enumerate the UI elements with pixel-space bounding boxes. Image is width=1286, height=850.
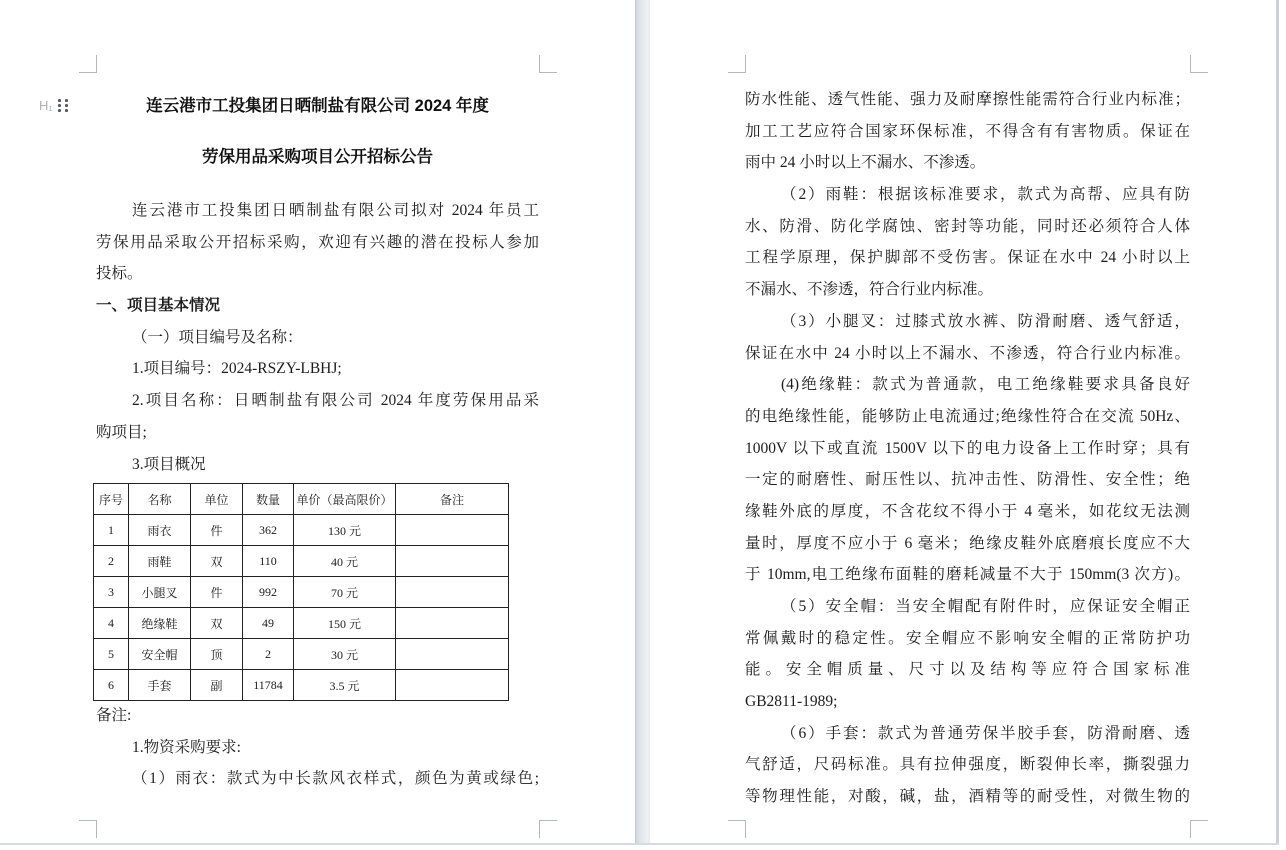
cell-remark <box>396 515 509 546</box>
document-title-line2: 劳保用品采购项目公开招标公告 <box>202 148 433 166</box>
cell-max-price: 3.5 元 <box>294 670 396 701</box>
window-frame-right-border <box>1276 0 1279 845</box>
text-line: 备注: <box>96 707 132 724</box>
text-line: (4)绝缘鞋：款式为普通款，电工绝缘鞋要求具备良好 <box>781 376 1190 394</box>
table-header-cell: 单位 <box>191 484 243 515</box>
text-line: 能。安全帽质量、尺寸以及结构等应符合国家标准 <box>745 661 1190 679</box>
text-line: 3.项目概况 <box>132 455 206 473</box>
text-line: 的电绝缘性能，能够防止电流通过;绝缘性符合在交流 50Hz、 <box>745 407 1190 425</box>
table-header-cell: 备注 <box>396 484 509 515</box>
cell-remark <box>396 670 509 701</box>
text-line: 气舒适，尺码标准。具有拉伸强度，断裂伸长率，撕裂强力 <box>745 756 1190 774</box>
cell-name: 绝缘鞋 <box>129 608 191 639</box>
text-line: （2）雨鞋：根据该标准要求，款式为高帮、应具有防 <box>781 186 1190 204</box>
text-line: 一、项目基本情况 <box>96 297 221 315</box>
left-page-notes <box>96 700 539 795</box>
table-header-cell: 单价（最高限价） <box>294 484 396 515</box>
pane-divider-scrollbar[interactable] <box>635 0 651 843</box>
cell-name: 安全帽 <box>129 639 191 670</box>
window-frame-bottom-border <box>0 843 1279 845</box>
cell-quantity: 362 <box>243 515 294 546</box>
right-page-body <box>745 84 1190 813</box>
cell-max-price: 70 元 <box>294 577 396 608</box>
cell-remark <box>396 577 509 608</box>
cell-quantity: 2 <box>243 639 294 670</box>
cell-name: 雨衣 <box>129 515 191 546</box>
cell-name: 雨鞋 <box>129 546 191 577</box>
table-row <box>94 546 509 577</box>
cell-index: 2 <box>94 546 129 577</box>
text-line: 保证在水中 24 小时以上不漏水、不渗透，符合行业内标准。 <box>745 344 1190 362</box>
cell-max-price: 30 元 <box>294 639 396 670</box>
cell-index: 6 <box>94 670 129 701</box>
text-line: 常佩戴时的稳定性。安全帽应不影响安全帽的正常防护功 <box>745 629 1190 647</box>
text-line: 1.项目编号：2024-RSZY-LBHJ; <box>132 360 342 378</box>
cell-unit: 双 <box>191 546 243 577</box>
cell-unit: 件 <box>191 515 243 546</box>
table-header-cell: 名称 <box>129 484 191 515</box>
heading-1-icon[interactable]: H₁ <box>39 98 53 113</box>
text-line: （3）小腿叉：过膝式放水裤、防滑耐磨、透气舒适， <box>781 312 1190 330</box>
cell-index: 4 <box>94 608 129 639</box>
text-line: 防水性能、透气性能、强力及耐摩擦性能需符合行业内标准； <box>745 91 1190 108</box>
text-line: 加工工艺应符合国家环保标准，不得含有有害物质。保证在 <box>745 122 1190 140</box>
text-line: 1.物资采购要求: <box>132 738 241 756</box>
table-header-cell: 序号 <box>94 484 129 515</box>
text-line: （6）手套：款式为普通劳保半胶手套，防滑耐磨、透 <box>781 724 1190 742</box>
text-line: 连云港市工投集团日晒制盐有限公司拟对 2024 年员工 <box>132 202 539 219</box>
procurement-items-table <box>93 483 509 701</box>
crop-mark-bottom-right-icon <box>539 820 557 838</box>
crop-mark-bottom-left-icon <box>728 820 746 838</box>
text-line: 于 10mm,电工绝缘布面鞋的磨耗减量不大于 150mm(3 次方)。 <box>745 566 1190 584</box>
text-line: 不漏水、不渗透，符合行业内标准。 <box>745 281 994 299</box>
cell-unit: 副 <box>191 670 243 701</box>
text-line: GB2811-1989; <box>745 693 838 711</box>
cell-index: 3 <box>94 577 129 608</box>
table-row <box>94 608 509 639</box>
table-header-cell: 数量 <box>243 484 294 515</box>
cell-name: 小腿叉 <box>129 577 191 608</box>
cell-index: 5 <box>94 639 129 670</box>
text-line: 2.项目名称：日晒制盐有限公司 2024 年度劳保用品采 <box>132 392 539 410</box>
text-line: 水、防滑、防化学腐蚀、密封等功能，同时还必须符合人体 <box>745 217 1190 235</box>
document-title-line1: 连云港市工投集团日晒制盐有限公司 2024 年度 <box>146 97 489 115</box>
text-line: 雨中 24 小时以上不漏水、不渗透。 <box>745 154 986 172</box>
cell-quantity: 11784 <box>243 670 294 701</box>
table-row <box>94 639 509 670</box>
cell-quantity: 110 <box>243 546 294 577</box>
cell-name: 手套 <box>129 670 191 701</box>
text-line: 劳保用品采取公开招标采购，欢迎有兴趣的潜在投标人参加 <box>96 233 539 251</box>
cell-unit: 双 <box>191 608 243 639</box>
text-line: 缘鞋外底的厚度，不含花纹不得小于 4 毫米，如花纹无法测 <box>745 502 1190 520</box>
page-right <box>650 0 1276 843</box>
crop-mark-top-right-icon <box>539 55 557 73</box>
table-header-row <box>94 484 509 515</box>
cell-remark <box>396 608 509 639</box>
text-line: 一定的耐磨性、耐压性以、抗冲击性、防滑性、安全性；绝 <box>745 471 1190 489</box>
crop-mark-top-left-icon <box>79 55 97 73</box>
drag-handle-icon[interactable] <box>58 99 70 114</box>
text-line: 1000V 以下或直流 1500V 以下的电力设备上工作时穿；具有 <box>745 439 1190 457</box>
cell-remark <box>396 546 509 577</box>
left-page-body <box>96 195 539 480</box>
crop-mark-bottom-right-icon <box>1190 820 1208 838</box>
cell-unit: 件 <box>191 577 243 608</box>
cell-max-price: 40 元 <box>294 546 396 577</box>
table-row <box>94 670 509 701</box>
cell-remark <box>396 639 509 670</box>
table-row <box>94 515 509 546</box>
text-line: 投标。 <box>96 265 143 283</box>
text-line: （5）安全帽：当安全帽配有附件时，应保证安全帽正 <box>781 598 1190 615</box>
text-line: （一）项目编号及名称： <box>132 328 303 346</box>
text-line: （1）雨衣：款式为中长款风衣样式，颜色为黄或绿色; <box>132 770 539 788</box>
text-line: 购项目; <box>96 423 147 441</box>
crop-mark-bottom-left-icon <box>79 820 97 838</box>
crop-mark-top-right-icon <box>1190 55 1208 73</box>
text-line: 量时，厚度不应小于 6 毫米；绝缘皮鞋外底磨痕长度应不大 <box>745 534 1190 552</box>
cell-unit: 顶 <box>191 639 243 670</box>
cell-quantity: 992 <box>243 577 294 608</box>
table-row <box>94 577 509 608</box>
cell-max-price: 130 元 <box>294 515 396 546</box>
text-line: 工程学原理，保护脚部不受伤害。保证在水中 24 小时以上 <box>745 249 1190 267</box>
cell-max-price: 150 元 <box>294 608 396 639</box>
cell-index: 1 <box>94 515 129 546</box>
crop-mark-top-left-icon <box>728 55 746 73</box>
page-left <box>0 0 635 843</box>
text-line: 等物理性能，对酸，碱，盐，酒精等的耐受性，对微生物的 <box>745 788 1190 806</box>
cell-quantity: 49 <box>243 608 294 639</box>
